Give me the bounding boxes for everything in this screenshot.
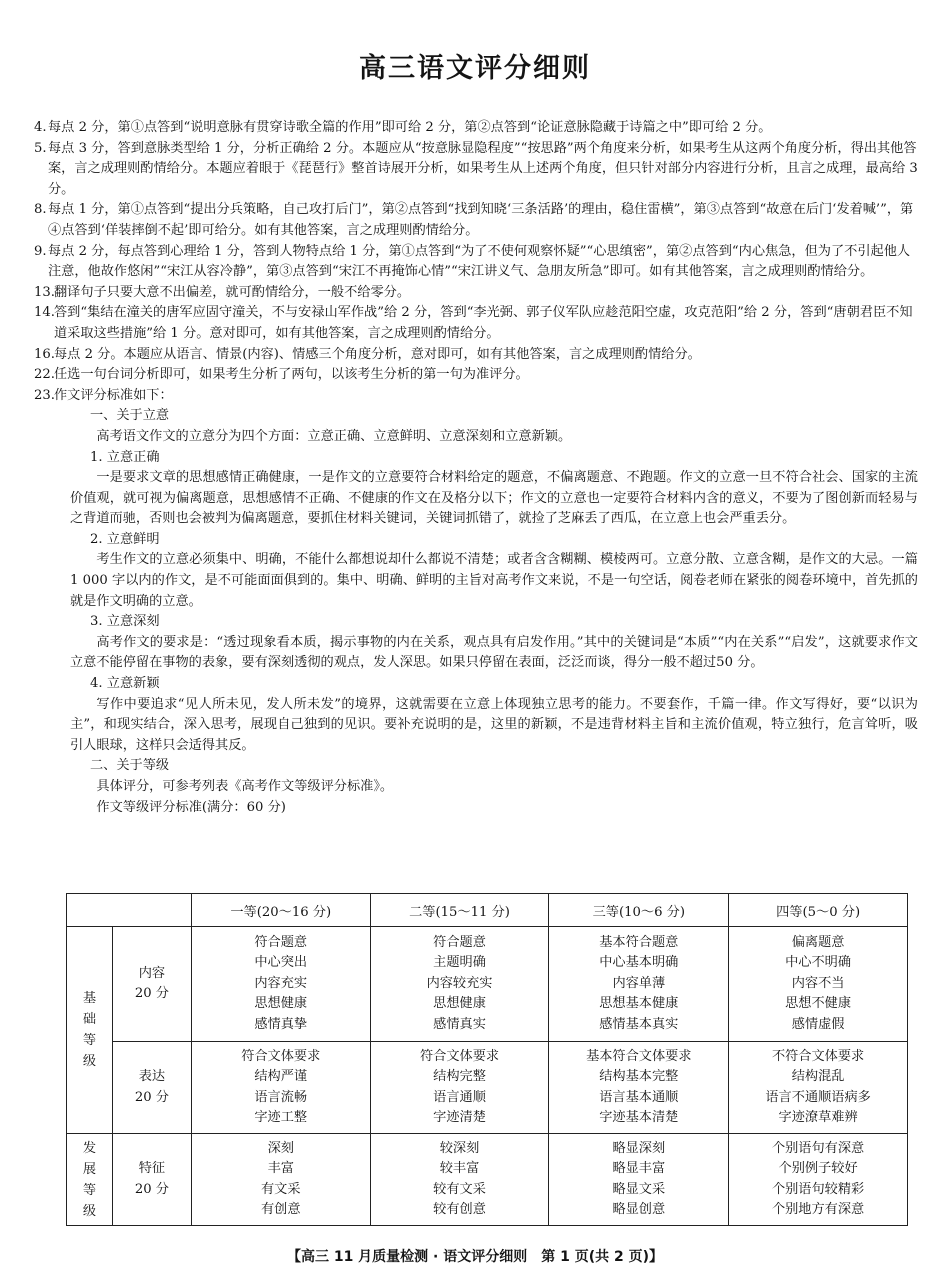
group-char: 等 bbox=[82, 1033, 97, 1048]
group-char: 等 bbox=[82, 1182, 97, 1198]
rule-text: 每点 1 分，第①点答到“提出分兵策略，自己攻打后门”，第②点答到“找到知晓‘三条活路’的理由，稳住雷横”，第③点答到“故意在后门‘发着喊’”，第④点答到‘佯装摔倒不起’即可给分。如有其他答案，言之成理则酌情给分。 bbox=[48, 202, 914, 238]
cell-line: 较丰富 bbox=[439, 1161, 480, 1176]
rule-number: 16. bbox=[34, 346, 55, 362]
header-grade-3: 三等(10～6 分) bbox=[549, 894, 729, 927]
rule-text: 每点 2 分。本题应从语言、情景(内容)、情感三个角度分析，意对即可，如有其他答案，言之成理则酌情给分。 bbox=[54, 346, 701, 362]
cell-line: 个别例子较好 bbox=[778, 1161, 858, 1176]
rule-text: 每点 2 分，每点答到心理给 1 分，答到人物特点给 1 分，第①点答到“为了不使何观察怀疑”“心思缜密”，第②点答到“内心焦急，但为了不引起他人注意，他故作悠闲”“宋江从容冷静”，第③点答到“宋江不再掩饰心情”“宋江讲义气、急朋友所急”即可。如有其他答案，言之成理则酌情给分。 bbox=[48, 243, 911, 280]
cell-line: 感情真实 bbox=[433, 1016, 486, 1032]
table-cell bbox=[729, 927, 908, 1042]
rule-number: 4. bbox=[34, 120, 47, 135]
rule-number: 9. bbox=[34, 243, 47, 259]
rule-item bbox=[34, 386, 918, 407]
cell-line: 偏离题意 bbox=[791, 934, 845, 950]
group-dev-label bbox=[67, 1134, 113, 1226]
rule-item bbox=[34, 242, 918, 283]
grading-table bbox=[66, 893, 908, 1226]
subsection-text: 写作中要追求“见人所未见，发人所未发”的境界，这就需要在立意上体现独立思考的能力。不要套作，千篇一律。作文写得好，要“以识为主”，和现实结合，深入思考，展现自己独到的见识。要补充说明的是，这里的新颖，不是违背材料主旨和主流价值观，特立独行，危言耸听，吸引人眼球，这样只会适得其反。 bbox=[70, 696, 918, 753]
cell-line: 内容较充实 bbox=[426, 975, 493, 991]
table-row bbox=[67, 1134, 908, 1226]
cell-line: 语言通顺 bbox=[433, 1089, 486, 1105]
cell-line: 内容单薄 bbox=[612, 975, 666, 991]
table-cell bbox=[370, 1134, 549, 1226]
rule-item bbox=[34, 303, 918, 344]
header-grade-4: 四等(5～0 分) bbox=[729, 894, 908, 927]
table-cell bbox=[729, 1042, 908, 1134]
row-label bbox=[112, 1042, 191, 1134]
rule-text: 翻译句子只要大意不出偏差，就可酌情给分，一般不给零分。 bbox=[54, 284, 411, 300]
rule-text: 每点 3 分，答到意脉类型给 1 分，分析正确给 2 分。本题应从“按意脉显隐程度”“按思路”两个角度来分析，如果考生从这两个角度分析，得出其他答案，言之成理则酌情给分。本题应着眼于《琵琶行》整首诗展开分析，如果考生从上述两个角度，但只针对部分内容进行分析，且言之成理，最高给 3 分。 bbox=[48, 140, 918, 197]
cell-line: 基本符合文体要求 bbox=[586, 1048, 692, 1064]
cell-line: 结构基本完整 bbox=[599, 1069, 679, 1084]
subsection-text: 一是要求文章的思想感情正确健康，一是作文的立意要符合材料给定的题意，不偏离题意、不跑题。作文的立意一旦不符合社会、国家的主流价值观，就可视为偏离题意，思想感情不正确、不健康的作文在及格分以下；作文的立意也一定要符合材料内含的意义，不要为了图创新而轻易与之背道而驰，否则也会被判为偏离题意，要抓住材料关键词，关键词抓错了，就捡了芝麻丢了西瓜，在立意上也会严重丢分。 bbox=[70, 470, 918, 527]
table-cell bbox=[191, 1134, 370, 1226]
cell-line: 语言流畅 bbox=[254, 1089, 308, 1105]
group-char: 础 bbox=[82, 1012, 97, 1027]
cell-line: 符合文体要求 bbox=[419, 1048, 500, 1064]
table-cell bbox=[191, 927, 370, 1042]
scoring-rules bbox=[34, 118, 918, 818]
cell-line: 内容充实 bbox=[254, 975, 308, 991]
row-label-score: 20 分 bbox=[134, 1089, 169, 1105]
group-char: 基 bbox=[82, 991, 97, 1006]
table-cell bbox=[191, 1042, 370, 1134]
cell-line: 略显深刻 bbox=[612, 1140, 666, 1156]
cell-line: 中心突出 bbox=[254, 955, 308, 971]
cell-line: 结构混乱 bbox=[791, 1069, 845, 1084]
row-label-score: 20 分 bbox=[134, 986, 169, 1001]
cell-line: 不符合文体要求 bbox=[771, 1048, 865, 1064]
subsection-heading: 3. 立意深刻 bbox=[90, 614, 160, 630]
header-corner bbox=[67, 894, 192, 927]
rule-item bbox=[34, 200, 918, 241]
table-cell bbox=[549, 1134, 729, 1226]
rule-number: 5. bbox=[34, 140, 47, 156]
cell-line: 中心基本明确 bbox=[599, 955, 679, 971]
cell-line: 语言不通顺语病多 bbox=[765, 1089, 871, 1105]
row-label-text: 内容 bbox=[138, 965, 166, 981]
cell-line: 较有文采 bbox=[433, 1181, 486, 1197]
cell-line: 个别地方有深意 bbox=[771, 1202, 865, 1217]
table-caption: 作文等级评分标准(满分：60 分) bbox=[96, 799, 286, 815]
group-char: 级 bbox=[82, 1054, 97, 1069]
subsection-text: 考生作文的立意必须集中、明确，不能什么都想说却什么都说不清楚；或者含含糊糊、模棱两可。立意分散、立意含糊，是作文的大忌。一篇 1 000 字以内的作文，是不可能面面俱到的。集中、明确、鲜明的主旨对高考作文来说，不是一句空话，阅卷老师在紧张的阅卷环境中，首先抓的就是作文明确的立意。 bbox=[70, 552, 918, 609]
cell-line: 有创意 bbox=[260, 1202, 301, 1217]
rule-text: 任选一句台词分析即可，如果考生分析了两句，以该考生分析的第一句为准评分。 bbox=[54, 367, 529, 383]
cell-line: 符合题意 bbox=[254, 934, 308, 950]
cell-line: 字迹清楚 bbox=[433, 1110, 486, 1125]
table-cell bbox=[729, 1134, 908, 1226]
subsection-heading: 4. 立意新颖 bbox=[90, 676, 160, 692]
cell-line: 思想健康 bbox=[433, 996, 486, 1012]
group-char: 级 bbox=[82, 1203, 97, 1219]
cell-line: 略显丰富 bbox=[612, 1161, 666, 1176]
row-label-text: 表达 bbox=[138, 1069, 166, 1084]
page-footer: 【高三 11 月质量检测 · 语文评分细则 第 1 页(共 2 页)】 bbox=[286, 1249, 664, 1265]
rule-item bbox=[34, 139, 918, 201]
header-grade-1: 一等(20～16 分) bbox=[191, 894, 370, 927]
cell-line: 字迹基本清楚 bbox=[599, 1110, 679, 1125]
cell-line: 符合题意 bbox=[433, 934, 486, 950]
cell-line: 个别语句有深意 bbox=[771, 1140, 865, 1156]
subsection-heading: 1. 立意正确 bbox=[90, 449, 160, 465]
cell-line: 丰富 bbox=[267, 1161, 294, 1176]
cell-line: 思想不健康 bbox=[785, 996, 852, 1012]
row-label bbox=[112, 927, 191, 1042]
cell-line: 较有创意 bbox=[433, 1202, 486, 1217]
table-cell bbox=[549, 1042, 729, 1134]
subsection-heading: 2. 立意鲜明 bbox=[90, 531, 160, 547]
section-heading: 一、关于立意 bbox=[90, 408, 170, 424]
cell-line: 结构严谨 bbox=[254, 1069, 308, 1084]
cell-line: 语言基本通顺 bbox=[599, 1089, 679, 1105]
table-row bbox=[67, 927, 908, 1042]
cell-line: 深刻 bbox=[267, 1140, 294, 1156]
page-title: 高三语文评分细则 bbox=[359, 53, 591, 84]
table-cell bbox=[370, 927, 549, 1042]
table-cell bbox=[370, 1042, 549, 1134]
row-label-text: 特征 bbox=[138, 1161, 166, 1176]
cell-line: 字迹工整 bbox=[254, 1110, 308, 1125]
rule-number: 14. bbox=[34, 305, 55, 321]
rule-text: 作文评分标准如下： bbox=[54, 387, 173, 403]
rule-item bbox=[34, 118, 918, 139]
section-heading: 二、关于等级 bbox=[90, 758, 170, 774]
cell-line: 字迹潦草难辨 bbox=[778, 1110, 858, 1125]
table-row bbox=[67, 1042, 908, 1134]
rule-item bbox=[34, 345, 918, 366]
cell-line: 较深刻 bbox=[439, 1140, 480, 1156]
cell-line: 感情真挚 bbox=[254, 1016, 308, 1032]
rule-text: 答到“集结在潼关的唐军应固守潼关，不与安禄山军作战”给 2 分，答到“李光弼、郭子仪军队应趁范阳空虚，攻克范阳”给 2 分，答到“唐朝君臣不知道采取这些措施”给 1 分。意对即可，如有其他答案，言之成理则酌情给分。 bbox=[54, 305, 913, 341]
rule-number: 8. bbox=[34, 202, 47, 218]
group-char: 展 bbox=[82, 1161, 97, 1177]
table-cell bbox=[549, 927, 729, 1042]
subsection-text: 高考作文的要求是：“透过现象看本质，揭示事物的内在关系，观点具有启发作用。”其中的关键词是“本质”“内在关系”“启发”，这就要求作文立意不能停留在事物的表象，要有深刻透彻的观点，发人深思。如果只停留在表面，泛泛而谈，得分一般不超过50 分。 bbox=[70, 634, 918, 671]
header-grade-2: 二等(15～11 分) bbox=[370, 894, 549, 927]
rule-number: 13. bbox=[34, 284, 55, 300]
cell-line: 感情基本真实 bbox=[599, 1016, 679, 1032]
row-label-score: 20 分 bbox=[134, 1181, 169, 1197]
cell-line: 有文采 bbox=[260, 1181, 301, 1197]
cell-line: 主题明确 bbox=[433, 955, 486, 971]
section-intro: 具体评分，可参考列表《高考作文等级评分标准》。 bbox=[96, 779, 394, 794]
section-intro: 高考语文作文的立意分为四个方面：立意正确、立意鲜明、立意深刻和立意新颖。 bbox=[96, 428, 572, 444]
table-header-row bbox=[67, 894, 908, 927]
rule-item bbox=[34, 283, 918, 304]
rule-number: 22. bbox=[34, 367, 55, 383]
cell-line: 符合文体要求 bbox=[241, 1048, 321, 1064]
group-basic-label bbox=[67, 927, 113, 1134]
cell-line: 基本符合题意 bbox=[599, 934, 679, 950]
rule-item bbox=[34, 365, 918, 386]
cell-line: 略显文采 bbox=[612, 1181, 666, 1197]
cell-line: 内容不当 bbox=[791, 975, 845, 991]
rule-number: 23. bbox=[34, 387, 55, 403]
cell-line: 结构完整 bbox=[433, 1069, 486, 1084]
cell-line: 个别语句较精彩 bbox=[771, 1181, 865, 1197]
group-char: 发 bbox=[82, 1140, 97, 1156]
rule-text: 每点 2 分，第①点答到“说明意脉有贯穿诗歌全篇的作用”即可给 2 分，第②点答到“论证意脉隐藏于诗篇之中”即可给 2 分。 bbox=[48, 120, 772, 135]
cell-line: 略显创意 bbox=[612, 1202, 666, 1217]
cell-line: 中心不明确 bbox=[785, 955, 852, 971]
cell-line: 感情虚假 bbox=[791, 1016, 845, 1032]
cell-line: 思想健康 bbox=[254, 996, 308, 1012]
cell-line: 思想基本健康 bbox=[599, 996, 679, 1012]
row-label bbox=[112, 1134, 191, 1226]
